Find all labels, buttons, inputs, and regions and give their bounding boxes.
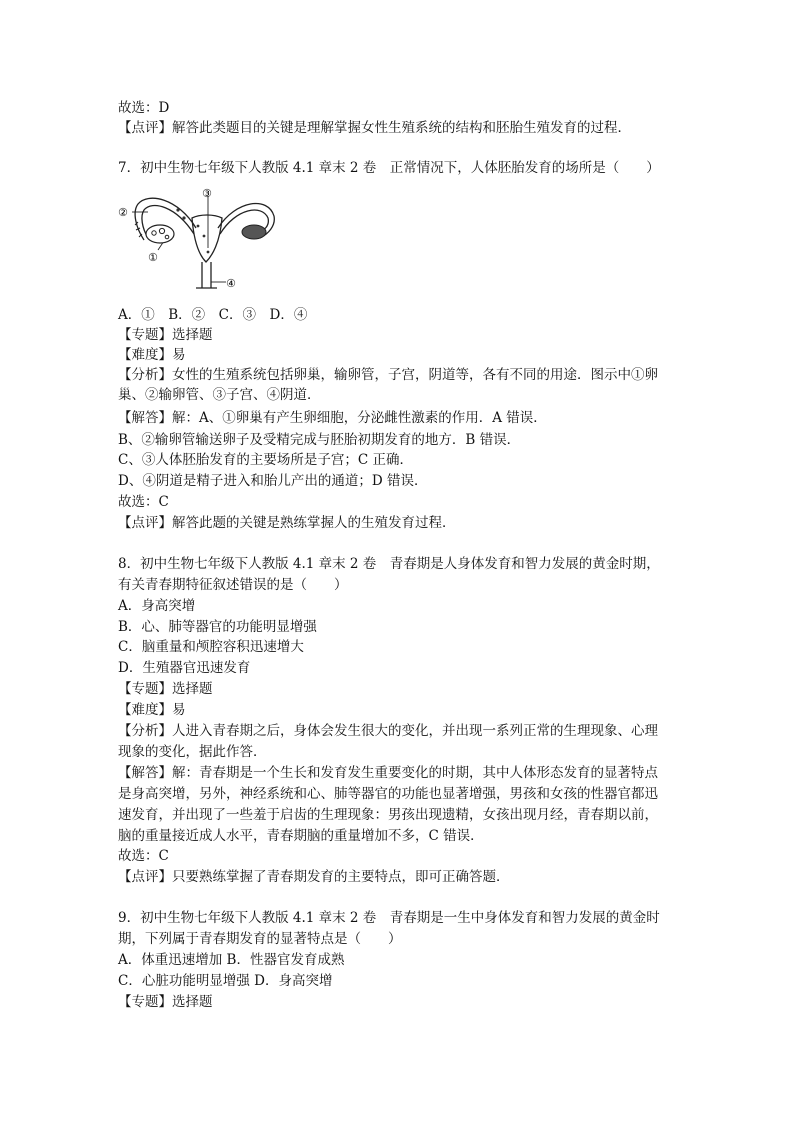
option-line: A．体重迅速增加 B．性器官发育成熟 (118, 952, 345, 968)
analysis-line: 巢、②输卵管、③子宫、④阴道． (118, 387, 321, 403)
option-line: D．生殖器官迅速发育 (118, 660, 251, 676)
question-8-stem: 有关青春期特征叙述错误的是（ ） (118, 577, 348, 593)
comment-line: 【点评】解答此题的关键是熟练掌握人的生殖发育过程． (118, 515, 456, 531)
question-7-options: A．① B．② C．③ D．④ (118, 307, 308, 323)
analysis-line: 【分析】人进入青春期之后，身体会发生很大的变化，并出现一系列正常的生理现象、心理 (118, 723, 658, 739)
question-9-stem: 期，下列属于青春期发育的显著特点是（ ） (118, 931, 402, 947)
option-line: C．脑重量和颅腔容积迅速增大 (118, 639, 304, 655)
question-9-stem: 9．初中生物七年级下人教版 4.1 章末 2 卷 青春期是一生中身体发育和智力发展的黄金时 (118, 910, 660, 926)
solution-line: C、③人体胚胎发育的主要场所是子宫；C 正确． (118, 452, 413, 468)
topic-line: 【专题】选择题 (118, 681, 213, 697)
comment-line: 【点评】解答此类题目的关键是理解掌握女性生殖系统的结构和胚胎生殖发育的过程． (118, 120, 631, 136)
difficulty-line: 【难度】易 (118, 347, 186, 363)
analysis-line: 【分析】女性的生殖系统包括卵巢，输卵管，子宫，阴道等，各有不同的用途．图示中①卵 (118, 367, 658, 383)
label-2: ② (118, 206, 128, 219)
solution-line: D、④阴道是精子进入和胎儿产出的通道；D 错误． (118, 473, 428, 489)
topic-line: 【专题】选择题 (118, 327, 213, 343)
solution-line: B、②输卵管输送卵子及受精完成与胚胎初期发育的地方．B 错误． (118, 432, 521, 448)
solution-line: 【解答】解：青春期是一个生长和发育发生重要变化的时期，其中人体形态发育的显著特点 (118, 765, 658, 781)
question-8-stem: 8．初中生物七年级下人教版 4.1 章末 2 卷 青春期是人身体发育和智力发展的黄金时期， (118, 556, 660, 572)
label-4: ④ (226, 277, 236, 290)
topic-line: 【专题】选择题 (118, 994, 213, 1010)
comment-line: 【点评】只要熟练掌握了青春期发育的主要特点，即可正确答题． (118, 869, 510, 885)
answer-line: 故选：C (118, 494, 169, 510)
solution-line: 【解答】解：A、①卵巢有产生卵细胞，分泌雌性激素的作用．A 错误． (118, 410, 547, 426)
question-7-stem: 7．初中生物七年级下人教版 4.1 章末 2 卷 正常情况下，人体胚胎发育的场所是（ ） (118, 160, 660, 176)
label-3: ③ (202, 188, 212, 200)
label-1: ① (148, 251, 158, 264)
option-line: C．心脏功能明显增强 D．身高突增 (118, 973, 333, 989)
analysis-line: 现象的变化，据此作答． (118, 744, 267, 760)
option-line: A．身高突增 (118, 598, 196, 614)
answer-line: 故选：C (118, 848, 169, 864)
solution-line: 脑的重量接近成人水平，青春期脑的重量增加不多，C 错误． (118, 828, 484, 844)
female-reproductive-system-diagram (118, 188, 278, 300)
solution-line: 速发育，并出现了一些羞于启齿的生理现象：男孩出现遗精，女孩出现月经，青春期以前， (118, 807, 658, 823)
answer-line: 故选：D (118, 100, 170, 116)
difficulty-line: 【难度】易 (118, 702, 186, 718)
solution-line: 是身高突增，另外，神经系统和心、肺等器官的功能也显著增强，男孩和女孩的性器官都迅 (118, 786, 658, 802)
option-line: B．心、肺等器官的功能明显增强 (118, 619, 317, 635)
